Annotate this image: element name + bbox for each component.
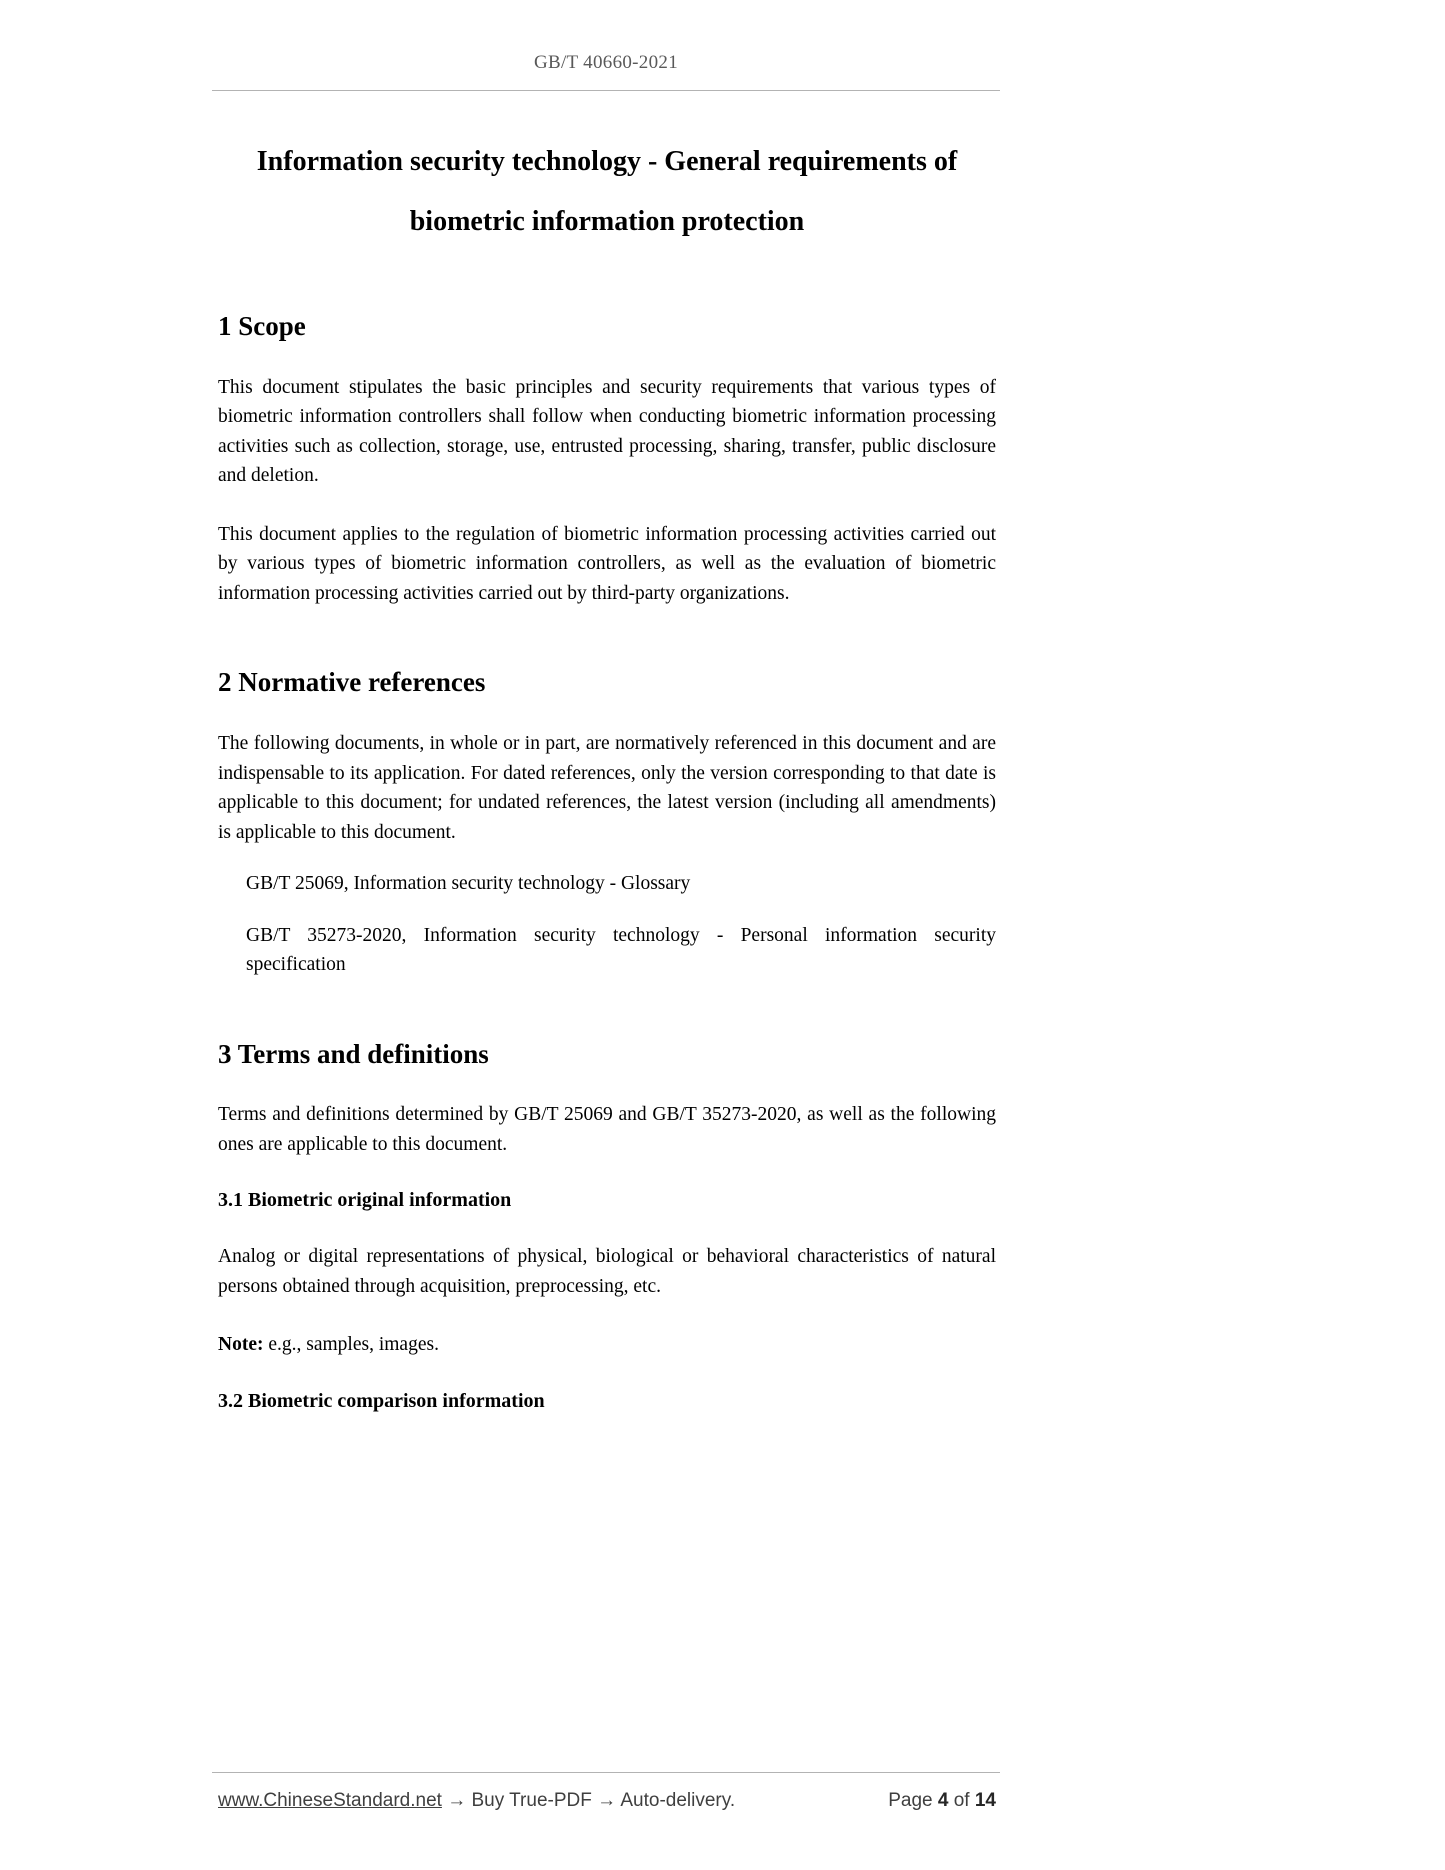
terms-3-1-note <box>218 1330 996 1360</box>
document-title <box>218 132 996 252</box>
section-heading-terms-definitions: 3 Terms and definitions <box>218 1038 489 1069</box>
section-heading-normative-references: 2 Normative references <box>218 667 486 698</box>
document-title-line2: biometric information protection <box>409 206 805 237</box>
footer-site-link[interactable]: www.ChineseStandard.net <box>218 1790 442 1811</box>
section-heading-scope: 1 Scope <box>218 311 306 341</box>
page-content <box>218 118 996 1414</box>
terms-3-1-paragraph: Analog or digital representations of physical, biological or behavioral characteristics of natural persons obtained through acquisition, preprocessing, etc. <box>218 1246 996 1297</box>
document-title-line1: Information security technology - General requirements of <box>256 146 958 177</box>
header-divider <box>212 90 1000 91</box>
page-of-label: of <box>948 1790 975 1811</box>
terms-paragraph-1: Terms and definitions determined by GB/T 25069 and GB/T 35273-2020, as well as the following ones are applicable to this document. <box>218 1104 996 1155</box>
page-number-current: 4 <box>937 1790 949 1811</box>
scope-paragraph-2: This document applies to the regulation of biometric information processing activities carried out by various types of biometric information controllers, as well as the evaluation of biometric information processing activities carried out by third-party organizations. <box>218 523 996 604</box>
doc-header: GB/T 40660-2021 <box>533 52 678 73</box>
footer-divider <box>212 1772 1000 1773</box>
normative-reference-2: GB/T 35273-2020, Information security technology - Personal information security specification <box>246 924 996 975</box>
page-number-total: 14 <box>974 1790 996 1811</box>
note-label: Note: <box>218 1334 264 1356</box>
footer-tagline: → Buy True-PDF → Auto-delivery. <box>441 1790 736 1811</box>
subheading-3-1: 3.1 Biometric original information <box>218 1189 512 1212</box>
subheading-3-2: 3.2 Biometric comparison information <box>218 1389 545 1412</box>
normative-reference-1: GB/T 25069, Information security technology - Glossary <box>246 873 691 894</box>
normative-paragraph-1: The following documents, in whole or in part, are normatively referenced in this document and are indispensable to its application. For dated references, only the version corresponding to that date is applicable to this document; for undated references, the latest version (including all amendments) is applicable to this document. <box>218 733 996 843</box>
page-label: Page <box>888 1790 938 1811</box>
note-text: e.g., samples, images. <box>263 1334 439 1356</box>
scope-paragraph-1: This document stipulates the basic principles and security requirements that various types of biometric information controllers shall follow when conducting biometric information processing activities such as collection, storage, use, entrusted processing, sharing, transfer, public disclosure and deletion. <box>218 376 996 487</box>
footer-left <box>218 1790 735 1812</box>
page-footer <box>218 1790 996 1812</box>
footer-page-indicator <box>888 1790 996 1812</box>
